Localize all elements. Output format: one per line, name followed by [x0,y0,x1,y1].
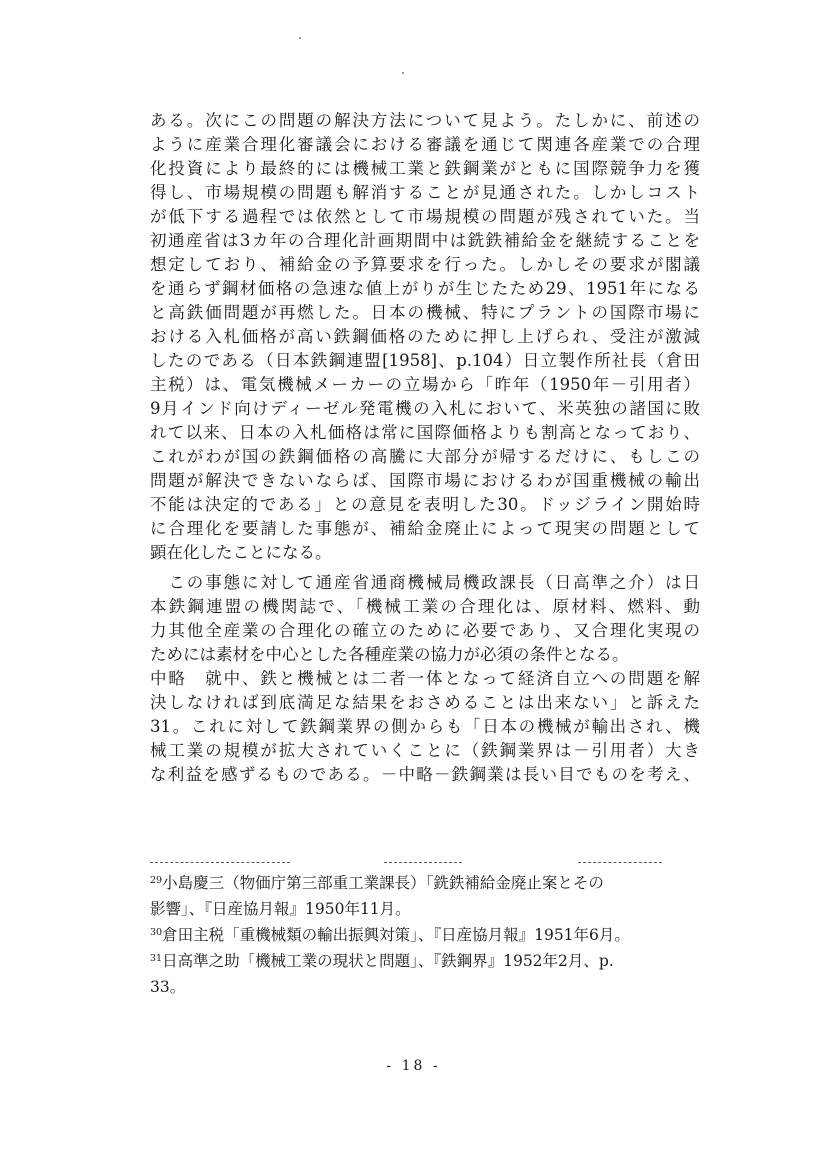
body-line: 顕在化したことになる。 [150,543,332,562]
body-line: と高鉄価問題が再燃した。日本の機械、特にプラントの国際市場に [150,303,700,322]
footnote-31-continued [150,976,710,998]
body-line: これがわが国の鉄鋼価格の高騰に大部分が帰するだけに、もしこの [150,447,700,466]
scan-speck [402,72,404,74]
body-line: この事態に対して通産省通商機械局機政課長（日高準之介）は日 [150,573,700,592]
body-line: 化投資により最終的には機械工業と鉄鋼業がともに国際競争力を獲 [150,159,700,178]
body-line: を通らず鋼材価格の急速な値上がりが生じたため29、1951年になる [150,279,700,298]
body-line: れて以来、日本の入札価格は常に国際価格よりも割高となっており、 [150,423,700,442]
body-line: 中略 就中、鉄と機械とは二者一体となって経済自立への問題を解 [150,669,700,688]
body-line: 問題が解決できないならば、国際市場におけるわが国重機械の輸出 [150,471,700,490]
body-line: に合理化を要請した事態が、補給金廃止によって現実の問題として [150,519,700,538]
body-line: 得し、市場規模の問題も解消することが見通された。しかしコスト [150,183,700,202]
body-line: 力其他全産業の合理化の確立のために必要であり、又合理化実現の [150,621,700,640]
footnote-text: 日高準之助「機械工業の現状と問題」、『鉄鋼界』1952年2月、p. [162,952,614,970]
body-line: 主税）は、電気機械メーカーの立場から「昨年（1950年－引用者） [150,375,700,394]
footnote-marker: 31 [150,953,163,964]
footnote-marker: 29 [150,875,163,886]
scan-speck [299,37,301,39]
footnote-text: 小島慶三（物価庁第三部重工業課長）「銑鉄補給金廃止案とその [162,874,604,892]
footnote-29 [150,872,710,894]
body-line: 本鉄鋼連盟の機関誌で、「機械工業の合理化は、原材料、燃料、動 [150,597,700,616]
footnote-31 [150,950,710,972]
footnote-30 [150,924,710,946]
body-line: な利益を感ずるものである。－中略－鉄鋼業は長い目でものを考え、 [150,765,700,784]
footnote-separator [150,862,290,863]
body-line: 想定しており、補給金の予算要求を行った。しかしその要求が閣議 [150,255,700,274]
body-line: ある。次にこの問題の解決方法について見よう。たしかに、前述の [150,111,700,130]
body-line: ように産業合理化審議会における審議を通じて関連各産業での合理 [150,135,700,154]
body-line: したのである（日本鉄鋼連盟[1958]、p.104）日立製作所社長（倉田 [150,351,700,370]
footnote-text: 影響」、『日産協月報』1950年11月。 [150,900,411,918]
footnote-separator [384,862,462,863]
page-number: - 18 - [386,1058,441,1074]
footnote-text: 倉田主税「重機械類の輸出振興対策」、『日産協月報』1951年6月。 [162,926,630,944]
footnote-separator [578,862,662,863]
body-line: 不能は決定的である」との意見を表明した30。ドッジライン開始時 [150,495,700,514]
body-line: 決しなければ到底満足な結果をおさめることは出来ない」と訴えた [150,693,700,712]
footnote-29-continued [150,898,710,920]
footnote-text: 33。 [150,978,186,996]
footnote-marker: 30 [150,927,163,938]
body-line: 9月インド向けディーゼル発電機の入札において、米英独の諸国に敗 [150,399,700,418]
body-line: ためには素材を中心とした各種産業の協力が必須の条件となる。 [150,645,629,664]
body-line: が低下する過程では依然として市場規模の問題が残されていた。当 [150,207,700,226]
body-line: おける入札価格が高い鉄鋼価格のために押し上げられ、受注が激減 [150,327,700,346]
body-line: 械工業の規模が拡大されていくことに（鉄鋼業界は－引用者）大き [150,741,700,760]
body-line: 初通産省は3カ年の合理化計画期間中は銑鉄補給金を継続することを [150,231,700,250]
body-line: 31。これに対して鉄鋼業界の側からも「日本の機械が輸出され、機 [150,717,700,736]
